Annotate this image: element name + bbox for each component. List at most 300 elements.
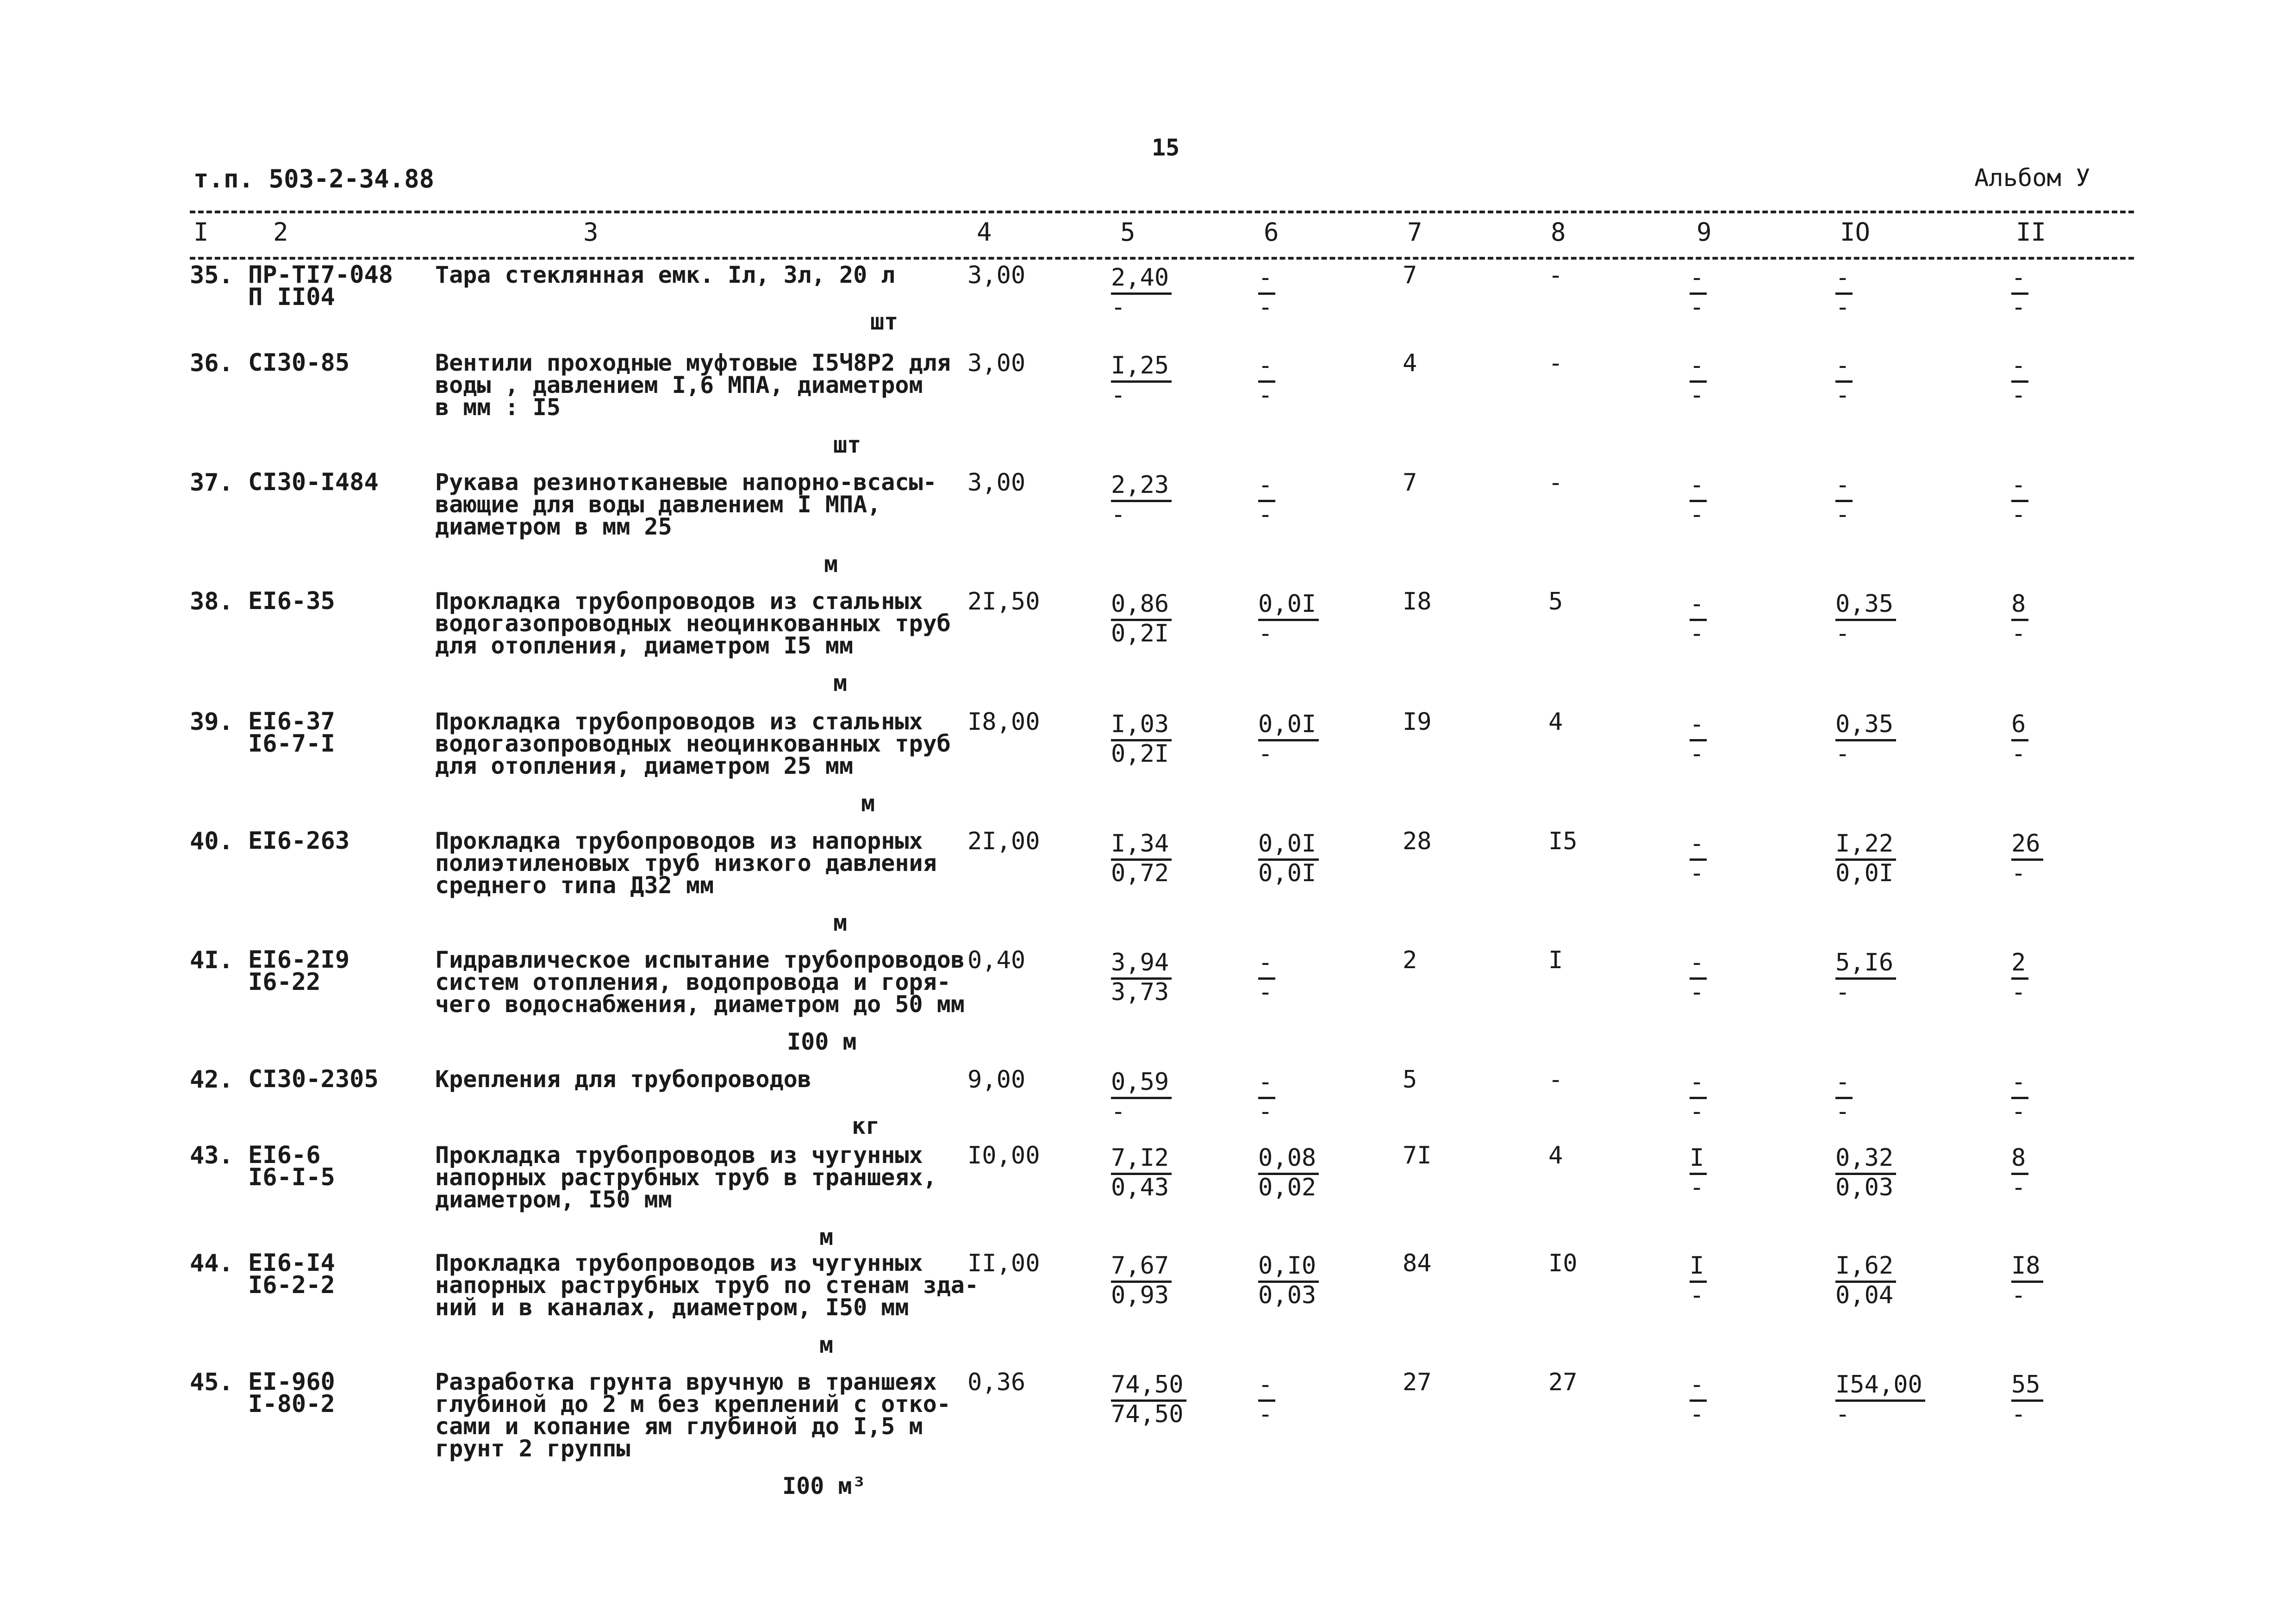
column-7-value: 2	[1403, 946, 1417, 974]
unit-cost-top: 7,67	[1111, 1252, 1172, 1283]
table-row	[0, 1141, 2296, 1255]
unit-cost-bottom: 0,2I	[1111, 620, 1169, 647]
column-10-value-bottom: 0,0I	[1835, 859, 1894, 887]
column-6-value	[1258, 1144, 1319, 1201]
column-10-value-top: I,62	[1835, 1252, 1896, 1283]
unit-cost-top: I,25	[1111, 352, 1172, 383]
unit-cost-bottom: 3,73	[1111, 978, 1169, 1006]
row-number: 36.	[190, 349, 233, 377]
row-number: 35.	[190, 261, 233, 289]
description-line: Прокладка трубопроводов из напорных	[435, 827, 923, 854]
column-11-value-bottom: -	[2011, 1098, 2026, 1126]
column-11-value-bottom: -	[2011, 293, 2026, 321]
column-7-value: 7I	[1403, 1142, 1432, 1169]
work-description	[435, 349, 951, 421]
unit-cost	[1111, 710, 1172, 768]
column-9-value-bottom: -	[1690, 1281, 1704, 1309]
description-line: Тара стеклянная емк. Iл, 3л, 20 л	[435, 261, 895, 288]
column-11-value	[2011, 1371, 2043, 1428]
quantity: II,00	[967, 1250, 1040, 1277]
description-line: систем отопления, водопровода и горя-	[435, 969, 951, 995]
column-8-value: -	[1548, 1066, 1563, 1094]
description-line: вающие для воды давлением I МПА,	[435, 491, 881, 518]
quantity: 2I,00	[967, 827, 1040, 855]
header-rule-bottom	[190, 257, 2134, 260]
quantity: 9,00	[967, 1066, 1026, 1094]
rate-code	[248, 1368, 335, 1418]
column-9-value	[1690, 590, 1707, 647]
row-number: 37.	[190, 469, 233, 497]
column-9-value-top: -	[1690, 710, 1707, 741]
column-11-value-bottom: -	[2011, 1281, 2026, 1309]
unit-cost-bottom: -	[1111, 293, 1126, 321]
rate-code-line: П II04	[248, 283, 335, 311]
description-line: Разработка грунта вручную в траншеях	[435, 1368, 937, 1395]
column-10-value-top: -	[1835, 1068, 1853, 1099]
column-6-value-bottom: -	[1258, 501, 1273, 529]
rate-code-line: ПР-ТI7-048	[248, 261, 393, 289]
column-11-value	[2011, 471, 2028, 529]
column-6-value-top: -	[1258, 352, 1275, 383]
column-11-value	[2011, 1068, 2028, 1126]
description-line: грунт 2 группы	[435, 1435, 630, 1462]
row-number: 4I.	[190, 946, 233, 974]
column-9-value-bottom: -	[1690, 381, 1704, 409]
column-10-value-bottom: 0,04	[1835, 1281, 1894, 1309]
column-6-value	[1258, 352, 1275, 409]
column-11-value-top: 26	[2011, 830, 2043, 861]
rate-code-line: ЕI6-2I9	[248, 946, 350, 974]
rate-code-line: СI30-I484	[248, 468, 379, 496]
rate-code	[248, 468, 379, 496]
column-6-value-top: -	[1258, 949, 1275, 980]
column-11-value-top: -	[2011, 471, 2028, 502]
column-6-value	[1258, 590, 1319, 647]
column-6-value-top: 0,08	[1258, 1144, 1319, 1175]
column-7-value: 4	[1403, 349, 1417, 377]
column-9-value	[1690, 264, 1707, 321]
table-row	[0, 1249, 2296, 1363]
column-7-value: 7	[1403, 469, 1417, 497]
column-6-value	[1258, 1252, 1319, 1309]
column-11-value	[2011, 949, 2028, 1006]
column-6-value-top: 0,0I	[1258, 710, 1319, 741]
rate-code	[248, 1065, 379, 1093]
column-10-value	[1835, 1144, 1896, 1201]
rate-code	[248, 349, 350, 377]
column-9-value-bottom: -	[1690, 501, 1704, 529]
description-line: полиэтиленовых труб низкого давления	[435, 850, 937, 877]
column-9-value-top: -	[1690, 949, 1707, 980]
column-number: 6	[1264, 218, 1279, 247]
description-line: Прокладка трубопроводов из чугунных	[435, 1250, 923, 1276]
column-6-value-bottom: -	[1258, 293, 1273, 321]
quantity: I8,00	[967, 708, 1040, 736]
column-10-value	[1835, 590, 1896, 647]
unit-cost-bottom: -	[1111, 501, 1126, 529]
description-line: напорных раструбных труб в траншеях,	[435, 1164, 937, 1191]
row-number: 38.	[190, 588, 233, 616]
column-9-value	[1690, 352, 1707, 409]
description-line: сами и копание ям глубиной до I,5 м	[435, 1413, 923, 1440]
column-9-value-top: -	[1690, 830, 1707, 861]
column-11-value-top: -	[2011, 264, 2028, 295]
work-description	[435, 827, 937, 899]
table-row	[0, 946, 2296, 1060]
column-9-value-top: -	[1690, 264, 1707, 295]
quantity: 3,00	[967, 261, 1026, 289]
column-7-value: 5	[1403, 1066, 1417, 1094]
column-9-value-top: -	[1690, 352, 1707, 383]
column-11-value-bottom: -	[2011, 620, 2026, 647]
column-11-value	[2011, 1252, 2043, 1309]
column-10-value-bottom: -	[1835, 1098, 1850, 1126]
unit-cost-bottom: 0,93	[1111, 1281, 1169, 1309]
column-8-value: -	[1548, 469, 1563, 497]
column-10-value-bottom: -	[1835, 293, 1850, 321]
unit-cost-top: 2,40	[1111, 264, 1172, 295]
unit-cost	[1111, 830, 1172, 887]
column-6-value-top: -	[1258, 1371, 1275, 1402]
description-line: Крепления для трубопроводов	[435, 1066, 811, 1093]
unit-cost	[1111, 1371, 1186, 1428]
column-9-value	[1690, 1371, 1707, 1428]
table-row	[0, 827, 2296, 941]
unit-of-measure: м	[819, 1224, 834, 1250]
column-7-value: 7	[1403, 261, 1417, 289]
column-11-value	[2011, 830, 2043, 887]
column-9-value-top: -	[1690, 590, 1707, 621]
column-6-value-bottom: 0,02	[1258, 1174, 1316, 1201]
description-line: глубиной до 2 м без креплений с отко-	[435, 1391, 951, 1418]
unit-of-measure: м	[824, 551, 838, 578]
table-row	[0, 1368, 2296, 1499]
column-10-value-top: -	[1835, 264, 1853, 295]
rate-code-line: СI30-2305	[248, 1065, 379, 1093]
unit-cost-top: 2,23	[1111, 471, 1172, 502]
column-11-value-bottom: -	[2011, 859, 2026, 887]
column-11-value-top: 8	[2011, 1144, 2028, 1175]
column-8-value: 27	[1548, 1368, 1578, 1396]
table-row	[0, 349, 2296, 463]
rate-code-line: I6-7-I	[248, 730, 335, 758]
column-10-value	[1835, 949, 1896, 1006]
description-line: водогазопроводных неоцинкованных труб	[435, 610, 951, 637]
description-line: для отопления, диаметром 25 мм	[435, 752, 854, 779]
column-9-value-bottom: -	[1690, 740, 1704, 768]
description-line: Гидравлическое испытание трубопроводов	[435, 946, 965, 973]
column-10-value	[1835, 471, 1853, 529]
column-9-value-bottom: -	[1690, 293, 1704, 321]
rate-code	[248, 1141, 335, 1191]
column-9-value-top: I	[1690, 1144, 1707, 1175]
column-9-value-top: I	[1690, 1252, 1707, 1283]
column-9-value-top: -	[1690, 471, 1707, 502]
column-number: II	[2016, 218, 2046, 247]
description-line: Вентили проходные муфтовые I5Ч8Р2 для	[435, 349, 951, 376]
column-8-value: I0	[1548, 1250, 1578, 1277]
column-11-value	[2011, 264, 2028, 321]
unit-of-measure: I00 м³	[782, 1473, 866, 1499]
column-8-value: I5	[1548, 827, 1578, 855]
column-6-value-bottom: -	[1258, 1400, 1273, 1428]
row-number: 42.	[190, 1066, 233, 1094]
rate-code	[248, 261, 393, 311]
column-6-value-bottom: -	[1258, 740, 1273, 768]
column-11-value-top: -	[2011, 1068, 2028, 1099]
unit-cost	[1111, 471, 1172, 529]
column-9-value	[1690, 830, 1707, 887]
column-11-value-top: -	[2011, 352, 2028, 383]
rate-code-line: ЕI6-I4	[248, 1249, 335, 1277]
column-8-value: 4	[1548, 708, 1563, 736]
column-11-value-top: 8	[2011, 590, 2028, 621]
unit-cost	[1111, 1068, 1172, 1126]
description-line: ний и в каналах, диаметром, I50 мм	[435, 1294, 909, 1321]
album-label: Альбом У	[1974, 164, 2090, 192]
unit-of-measure: м	[833, 909, 848, 936]
rate-code-line: I6-2-2	[248, 1271, 335, 1299]
work-description	[435, 1144, 937, 1211]
column-10-value	[1835, 830, 1896, 887]
column-number: 2	[273, 218, 288, 247]
column-10-value	[1835, 264, 1853, 321]
column-11-value-bottom: -	[2011, 740, 2026, 768]
column-10-value-top: 5,I6	[1835, 949, 1896, 980]
unit-cost-top: I,03	[1111, 710, 1172, 741]
rate-code	[248, 946, 350, 996]
column-9-value-bottom: -	[1690, 620, 1704, 647]
column-6-value-top: -	[1258, 471, 1275, 502]
column-10-value-top: -	[1835, 352, 1853, 383]
column-6-value-bottom: -	[1258, 978, 1273, 1006]
column-11-value-bottom: -	[2011, 1174, 2026, 1201]
unit-cost-bottom: 0,2I	[1111, 740, 1169, 768]
column-9-value	[1690, 1252, 1707, 1309]
column-10-value	[1835, 352, 1853, 409]
unit-cost-top: 7,I2	[1111, 1144, 1172, 1175]
column-6-value-top: 0,I0	[1258, 1252, 1319, 1283]
column-9-value	[1690, 710, 1707, 768]
column-11-value-bottom: -	[2011, 978, 2026, 1006]
column-9-value	[1690, 471, 1707, 529]
work-description	[435, 1250, 979, 1321]
column-11-value-bottom: -	[2011, 1400, 2026, 1428]
column-6-value	[1258, 1371, 1275, 1428]
quantity: 0,36	[967, 1368, 1026, 1396]
work-description	[435, 1368, 951, 1462]
unit-cost-bottom: -	[1111, 381, 1126, 409]
table-row	[0, 587, 2296, 701]
column-6-value-bottom: -	[1258, 1098, 1273, 1126]
column-8-value: 5	[1548, 588, 1563, 616]
page-mark: 15	[1152, 134, 1180, 161]
description-line: диаметром, I50 мм	[435, 1186, 672, 1213]
column-11-value-top: 6	[2011, 710, 2028, 741]
rate-code	[248, 1249, 335, 1299]
rate-code-line: ЕI6-37	[248, 708, 335, 735]
column-6-value	[1258, 710, 1319, 768]
unit-cost	[1111, 1252, 1172, 1309]
row-number: 45.	[190, 1368, 233, 1396]
unit-cost	[1111, 590, 1172, 647]
work-description	[435, 471, 937, 538]
column-8-value: 4	[1548, 1142, 1563, 1169]
column-11-value	[2011, 1144, 2028, 1201]
work-description	[435, 261, 895, 288]
column-10-value-bottom: -	[1835, 978, 1850, 1006]
description-line: водогазопроводных неоцинкованных труб	[435, 730, 951, 757]
column-number: 7	[1407, 218, 1423, 247]
column-6-value	[1258, 949, 1275, 1006]
rate-code-line: I-80-2	[248, 1390, 335, 1418]
unit-of-measure: шт	[870, 308, 898, 335]
column-6-value-bottom: 0,0I	[1258, 859, 1316, 887]
column-6-value	[1258, 264, 1275, 321]
unit-cost	[1111, 264, 1172, 321]
header-rule-top	[190, 211, 2134, 213]
column-8-value: -	[1548, 261, 1563, 289]
description-line: диаметром в мм 25	[435, 513, 672, 540]
column-7-value: I8	[1403, 588, 1432, 616]
column-10-value	[1835, 1252, 1896, 1309]
column-9-value-bottom: -	[1690, 1400, 1704, 1428]
column-6-value-top: 0,0I	[1258, 590, 1319, 621]
column-11-value-top: 55	[2011, 1371, 2043, 1402]
unit-cost-bottom: -	[1111, 1098, 1126, 1126]
quantity: 3,00	[967, 469, 1026, 497]
column-11-value-bottom: -	[2011, 501, 2026, 529]
column-number: I	[193, 218, 209, 247]
column-11-value	[2011, 710, 2028, 768]
table-row	[0, 468, 2296, 582]
column-6-value-bottom: -	[1258, 620, 1273, 647]
column-10-value-bottom: -	[1835, 740, 1850, 768]
unit-cost	[1111, 352, 1172, 409]
column-10-value	[1835, 710, 1896, 768]
row-number: 43.	[190, 1142, 233, 1169]
quantity: 3,00	[967, 349, 1026, 377]
column-10-value-bottom: -	[1835, 1400, 1850, 1428]
column-10-value	[1835, 1068, 1853, 1126]
column-11-value-top: 2	[2011, 949, 2028, 980]
column-10-value-top: I,22	[1835, 830, 1896, 861]
description-line: для отопления, диаметром I5 мм	[435, 632, 854, 659]
unit-of-measure: I00 м	[787, 1028, 857, 1055]
column-9-value	[1690, 1144, 1707, 1201]
description-line: Прокладка трубопроводов из чугунных	[435, 1142, 923, 1169]
rate-code	[248, 708, 335, 758]
unit-cost-top: 74,50	[1111, 1371, 1186, 1402]
rate-code-line: ЕI6-263	[248, 827, 350, 855]
unit-of-measure: м	[833, 670, 848, 696]
rate-code-line: I6-I-5	[248, 1163, 335, 1191]
description-line: воды , давлением I,6 МПА, диаметром	[435, 372, 923, 398]
column-number: 8	[1551, 218, 1566, 247]
column-6-value	[1258, 1068, 1275, 1126]
column-8-value: -	[1548, 349, 1563, 377]
column-7-value: 28	[1403, 827, 1432, 855]
column-number: 5	[1120, 218, 1136, 247]
unit-cost-bottom: 0,72	[1111, 859, 1169, 887]
column-7-value: 84	[1403, 1250, 1432, 1277]
column-11-value-top: I8	[2011, 1252, 2043, 1283]
column-11-value	[2011, 590, 2028, 647]
column-9-value	[1690, 949, 1707, 1006]
column-10-value-bottom: -	[1835, 501, 1850, 529]
unit-of-measure: м	[861, 790, 875, 817]
rate-code-line: I6-22	[248, 968, 321, 996]
column-9-value-bottom: -	[1690, 859, 1704, 887]
column-6-value-top: -	[1258, 264, 1275, 295]
unit-of-measure: кг	[852, 1113, 880, 1139]
work-description	[435, 1066, 811, 1093]
column-10-value-top: 0,35	[1835, 710, 1896, 741]
column-6-value	[1258, 471, 1275, 529]
description-line: среднего типа Д32 мм	[435, 872, 714, 899]
unit-cost-top: 0,59	[1111, 1068, 1172, 1099]
description-line: чего водоснабжения, диаметром до 50 мм	[435, 991, 965, 1018]
column-number: 3	[583, 218, 599, 247]
description-line: напорных раструбных труб по стенам зда-	[435, 1272, 979, 1299]
column-9-value-top: -	[1690, 1371, 1707, 1402]
work-description	[435, 590, 951, 657]
column-number: 4	[977, 218, 992, 247]
quantity: 0,40	[967, 946, 1026, 974]
work-description	[435, 710, 951, 777]
rate-code	[248, 827, 350, 855]
column-6-value-bottom: 0,03	[1258, 1281, 1316, 1309]
rate-code-line: ЕI6-35	[248, 587, 335, 615]
column-10-value-bottom: 0,03	[1835, 1174, 1894, 1201]
column-9-value-top: -	[1690, 1068, 1707, 1099]
unit-cost-top: 0,86	[1111, 590, 1172, 621]
column-6-value-top: -	[1258, 1068, 1275, 1099]
column-10-value-bottom: -	[1835, 620, 1850, 647]
unit-cost-bottom: 74,50	[1111, 1400, 1184, 1428]
unit-cost	[1111, 1144, 1172, 1201]
column-6-value-top: 0,0I	[1258, 830, 1319, 861]
unit-of-measure: м	[819, 1331, 834, 1358]
column-10-value	[1835, 1371, 1925, 1428]
quantity: 2I,50	[967, 588, 1040, 616]
unit-cost-top: 3,94	[1111, 949, 1172, 980]
column-6-value	[1258, 830, 1319, 887]
column-7-value: 27	[1403, 1368, 1432, 1396]
unit-of-measure: шт	[833, 431, 861, 458]
column-6-value-bottom: -	[1258, 381, 1273, 409]
description-line: Прокладка трубопроводов из стальных	[435, 588, 923, 615]
unit-cost-top: I,34	[1111, 830, 1172, 861]
description-line: Рукава резинотканевые напорно-всасы-	[435, 469, 937, 496]
column-11-value-bottom: -	[2011, 381, 2026, 409]
unit-cost-bottom: 0,43	[1111, 1174, 1169, 1201]
column-11-value	[2011, 352, 2028, 409]
description-line: Прокладка трубопроводов из стальных	[435, 708, 923, 735]
rate-code-line: ЕI-960	[248, 1368, 335, 1396]
column-7-value: I9	[1403, 708, 1432, 736]
row-number: 39.	[190, 708, 233, 736]
description-line: в мм : I5	[435, 394, 561, 421]
rate-code-line: ЕI6-6	[248, 1141, 321, 1169]
rate-code-line: СI30-85	[248, 349, 350, 377]
row-number: 44.	[190, 1250, 233, 1277]
column-10-value-top: -	[1835, 471, 1853, 502]
column-number: 9	[1697, 218, 1712, 247]
row-number: 40.	[190, 827, 233, 855]
column-9-value-bottom: -	[1690, 1098, 1704, 1126]
column-10-value-bottom: -	[1835, 381, 1850, 409]
